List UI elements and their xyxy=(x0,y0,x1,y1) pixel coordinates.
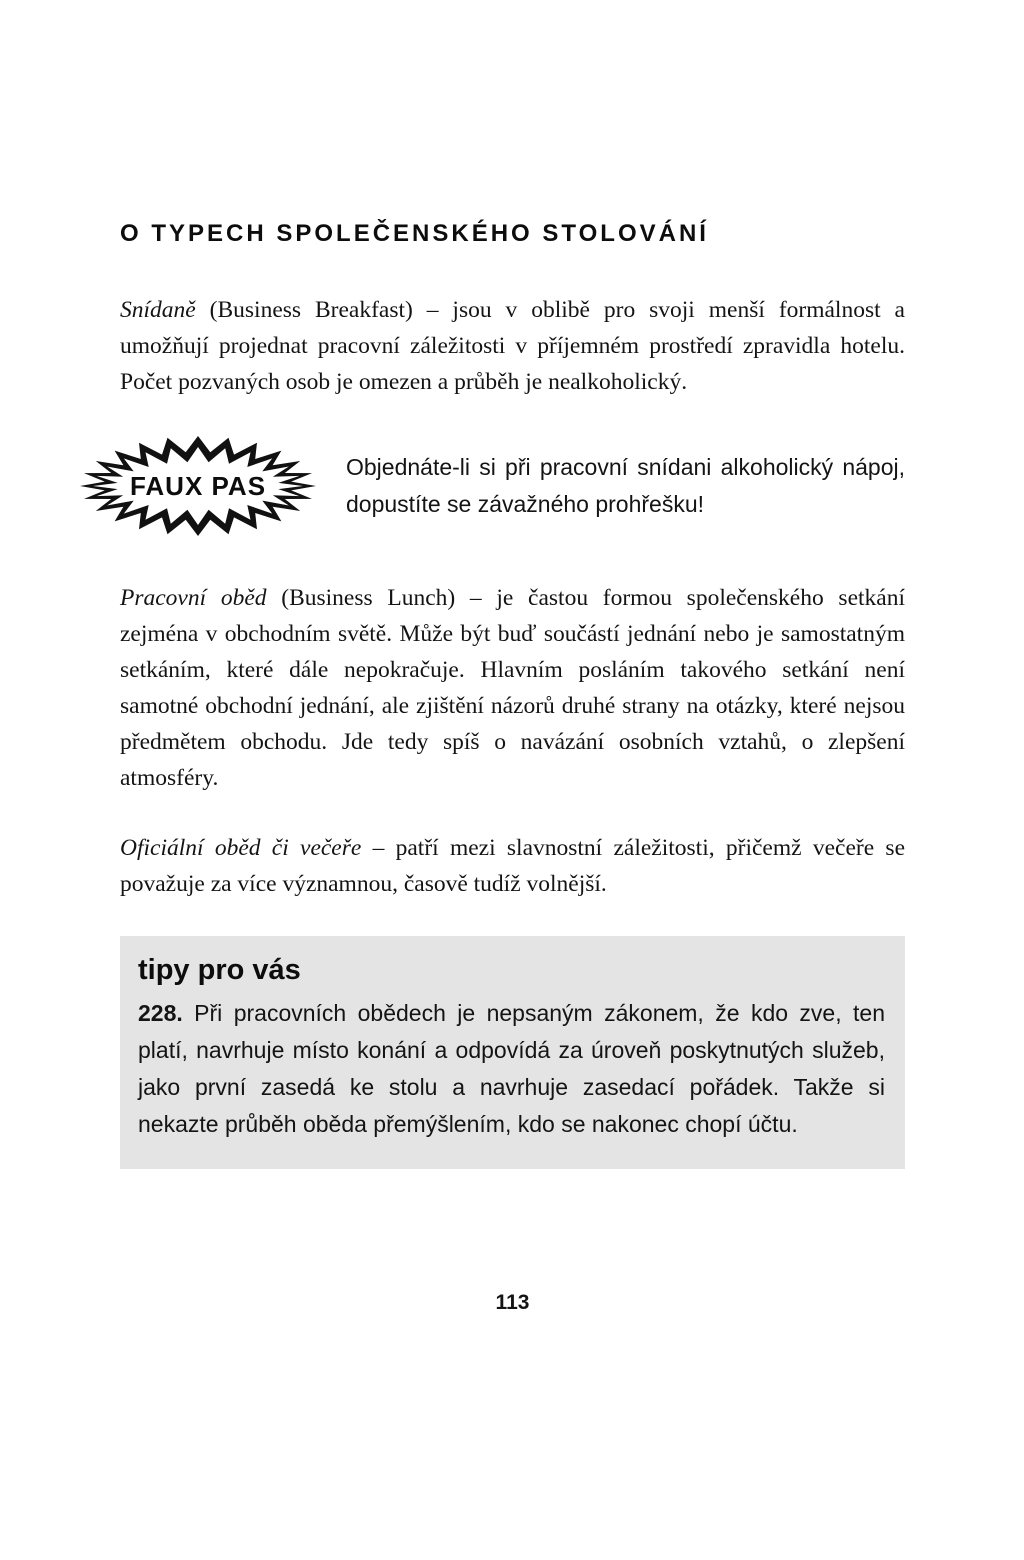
tip-box-text xyxy=(138,995,885,1143)
page-number: 113 xyxy=(495,1291,530,1314)
paragraph-snidane xyxy=(120,292,905,400)
paragraph-lead: Pracovní oběd xyxy=(120,585,267,611)
faux-pas-text: Objednáte-li si při pracovní snídani alkoholický nápoj, dopustíte se závažného prohřešku! xyxy=(346,454,905,517)
faux-pas-badge xyxy=(78,434,318,538)
paragraph-lead: Oficiální oběd či večeře xyxy=(120,835,362,861)
paragraph-oficialni-obed xyxy=(120,830,905,902)
paragraph-text: (Business Lunch) – je častou formou společenského setkání zejména v obchodním světě. Může být buď součástí jednání nebo je samostatným setkáním, které dále nepokračuje. Hlavním posláním takového setkání není samotné obchodní jednání, ale zjištění názorů druhé strany na otázky, které nejsou předmětem obchodu. Jde tedy spíš o navázání osobních vztahů, o zlepšení atmosféry. xyxy=(120,585,905,791)
paragraph-text: (Business Breakfast) – jsou v oblibě pro svoji menší formálnost a umožňují projednat pracovní záležitosti v příjemném prostředí zpravidla hotelu. Počet pozvaných osob je omezen a průběh je nealkoholický. xyxy=(120,297,905,395)
paragraph-pracovni-obed xyxy=(120,580,905,796)
tip-box xyxy=(120,936,905,1169)
tip-box-heading: tipy pro vás xyxy=(138,954,301,986)
faux-pas-label: FAUX PAS xyxy=(129,470,267,501)
tip-number: 228. xyxy=(138,1000,183,1026)
tip-body: Při pracovních obědech je nepsaným zákonem, že kdo zve, ten platí, navrhuje místo konání a odpovídá za úroveň poskytnutých služeb, jako první zasedá ke stolu a navrhuje zasedací pořádek. Takže si nekazte průběh oběda přemýšlením, kdo se nakonec chopí účtu. xyxy=(138,1000,885,1137)
section-title: O TYPECH SPOLEČENSKÉHO STOLOVÁNÍ xyxy=(120,220,709,247)
paragraph-text: – patří mezi slavnostní záležitosti, přičemž večeře se považuje za více významnou, časově tudíž volnější. xyxy=(120,835,905,897)
paragraph-lead: Snídaně xyxy=(120,297,196,323)
faux-pas-callout xyxy=(78,434,905,538)
